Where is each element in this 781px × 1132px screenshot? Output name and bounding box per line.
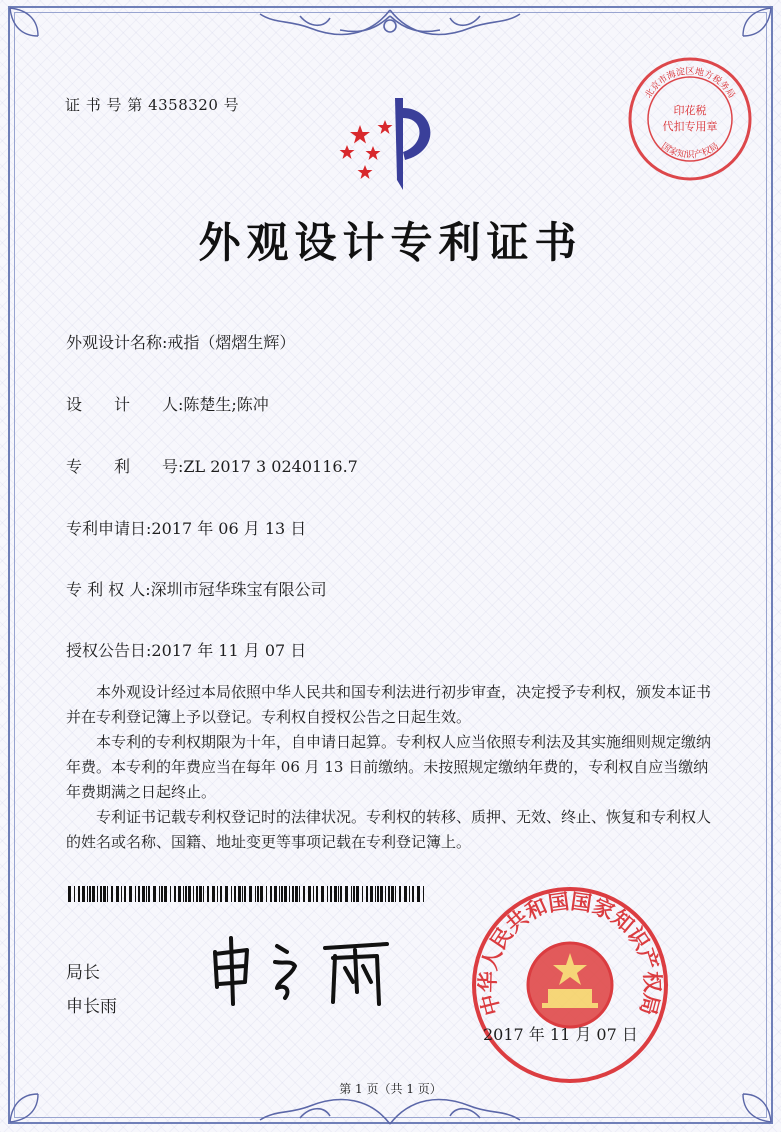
director-title: 局长 [66,963,100,983]
paragraph-2: 本专利的专利权期限为十年，自申请日起算。专利权人应当依照专利法及其实施细则规定缴纳年费。本专利的年费应当在每年 06 月 13 日前缴纳。未按照规定缴纳年费的，专利权自应当缴纳年费期满之日起终止。 [66,733,712,801]
tax-stamp-bottom-text: 国家知识产权局 [659,141,721,161]
tax-stamp-line1: 印花税 [673,104,707,117]
paragraph-3: 专利证书记载专利权登记时的法律状况。专利权的转移、质押、无效、终止、恢复和专利权人的姓名或名称、国籍、地址变更等事项记载在专利登记簿上。 [66,808,712,851]
tax-stamp-outer-text: 北京市海淀区地方税务局 [643,67,737,101]
field-designer-label: 设 计 人: [66,395,184,414]
field-announcement-date-label: 授权公告日: [66,641,152,660]
field-announcement-date-value: 2017 年 11 月 07 日 [151,641,307,660]
director-name: 申长雨 [66,997,117,1017]
seal-date: 2017 年 11 月 07 日 [483,1025,638,1044]
page-number: 第 1 页（共 1 页） [339,1082,442,1096]
field-patentee-label: 专 利 权 人: [66,580,151,599]
field-patentee-value: 深圳市冠华珠宝有限公司 [150,580,327,599]
seal-ring-text: 中华人民共和国国家知识产权局 [474,888,666,1018]
official-seal [470,885,670,1085]
field-patent-no-value: ZL 2017 3 0240116.7 [183,457,358,476]
sipo-emblem-icon [325,90,455,195]
field-patent-no-label: 专 利 号: [66,457,184,476]
corner-ornament-top-left [8,6,68,66]
field-filing-date [66,516,306,539]
top-ornament [240,6,540,50]
signature-image [205,932,395,1012]
field-patent-no [66,454,358,477]
certificate-number: 证 书 号 第 4358320 号 [65,96,240,114]
tax-stamp-line2: 代扣专用章 [662,120,718,133]
national-emblem-icon [528,943,612,1027]
field-design-name [66,330,295,353]
field-designer-value: 陈楚生;陈冲 [183,395,269,414]
field-filing-date-value: 2017 年 06 月 13 日 [151,519,307,538]
paragraph-1: 本外观设计经过本局依照中华人民共和国专利法进行初步审查，决定授予专利权，颁发本证书并在专利登记簿上予以登记。专利权自授权公告之日起生效。 [66,683,712,726]
tax-stamp-seal [625,54,755,184]
field-design-name-label: 外观设计名称: [66,333,168,352]
field-design-name-value: 戒指（熠熠生辉） [167,333,296,352]
field-patentee [66,577,327,600]
field-designer [66,392,269,415]
barcode [68,886,428,902]
page-title: 外观设计专利证书 [198,218,583,267]
field-filing-date-label: 专利申请日: [66,519,152,538]
field-announcement-date [66,638,306,661]
body-text [66,680,714,855]
